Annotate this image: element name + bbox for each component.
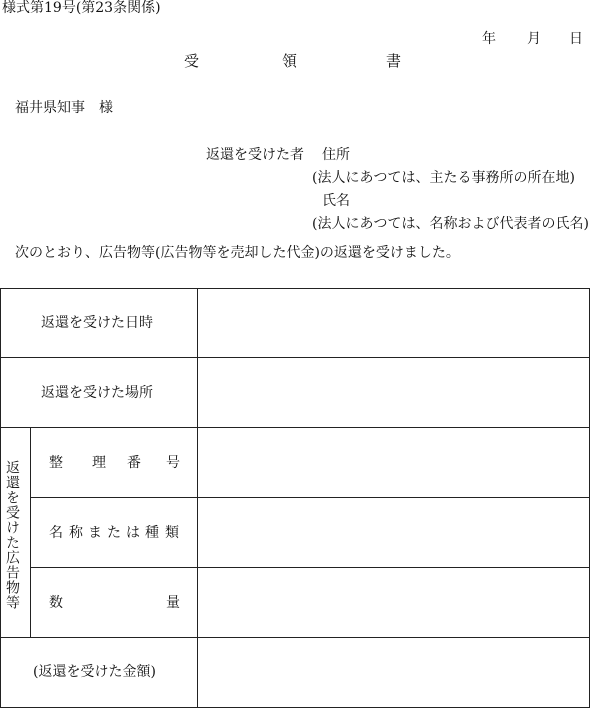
returnee-label: 返還を受けた者 [206, 147, 304, 163]
row-label-place: 返還を受けた場所 [41, 385, 153, 401]
sub-label-quantity-char: 量 [166, 595, 180, 611]
date-day-label: 日 [569, 31, 583, 47]
sub-label-name-char: た [107, 525, 121, 541]
form-number: 様式第19号(第23条関係) [2, 0, 161, 16]
sub-label-number-char: 番 [127, 455, 141, 471]
sub-label-name-char: 称 [69, 525, 83, 541]
quantity-entry-cell[interactable] [198, 568, 589, 636]
group-divider [30, 427, 31, 637]
title-char-2: 領 [282, 52, 298, 70]
datetime-entry-cell[interactable] [198, 289, 589, 356]
group-label-returned-items: 返還を受けた広告物等 [4, 460, 20, 610]
sub-label-name-char: 種 [145, 525, 159, 541]
sub-label-name-char: は [126, 525, 140, 541]
title-char-3: 書 [386, 52, 402, 70]
date-year-label: 年 [482, 31, 496, 47]
sub-label-number-char: 号 [166, 455, 180, 471]
row-label-datetime: 返還を受けた日時 [41, 315, 153, 331]
name-note: (法人にあつては、名称および代表者の氏名) [312, 216, 589, 232]
sub-label-number-char: 整 [49, 455, 63, 471]
address-label: 住所 [322, 147, 350, 163]
addressee: 福井県知事 様 [15, 100, 113, 116]
sub-label-number-char: 理 [92, 455, 106, 471]
row-label-amount: (返還を受けた金額) [33, 664, 156, 680]
place-entry-cell[interactable] [198, 358, 589, 426]
name-label: 氏名 [322, 193, 350, 209]
date-month-label: 月 [527, 31, 541, 47]
number-entry-cell[interactable] [198, 428, 589, 496]
name-type-entry-cell[interactable] [198, 498, 589, 566]
sub-label-name-char: 名 [49, 525, 63, 541]
sub-label-name-char: 類 [165, 525, 179, 541]
sub-label-name-char: ま [88, 525, 102, 541]
sub-label-quantity-char: 数 [49, 595, 63, 611]
statement: 次のとおり、広告物等(広告物等を売却した代金)の返還を受けました。 [15, 245, 460, 261]
title-char-1: 受 [184, 52, 200, 70]
address-note: (法人にあつては、主たる事務所の所在地) [312, 170, 575, 186]
amount-entry-cell[interactable] [198, 638, 589, 707]
